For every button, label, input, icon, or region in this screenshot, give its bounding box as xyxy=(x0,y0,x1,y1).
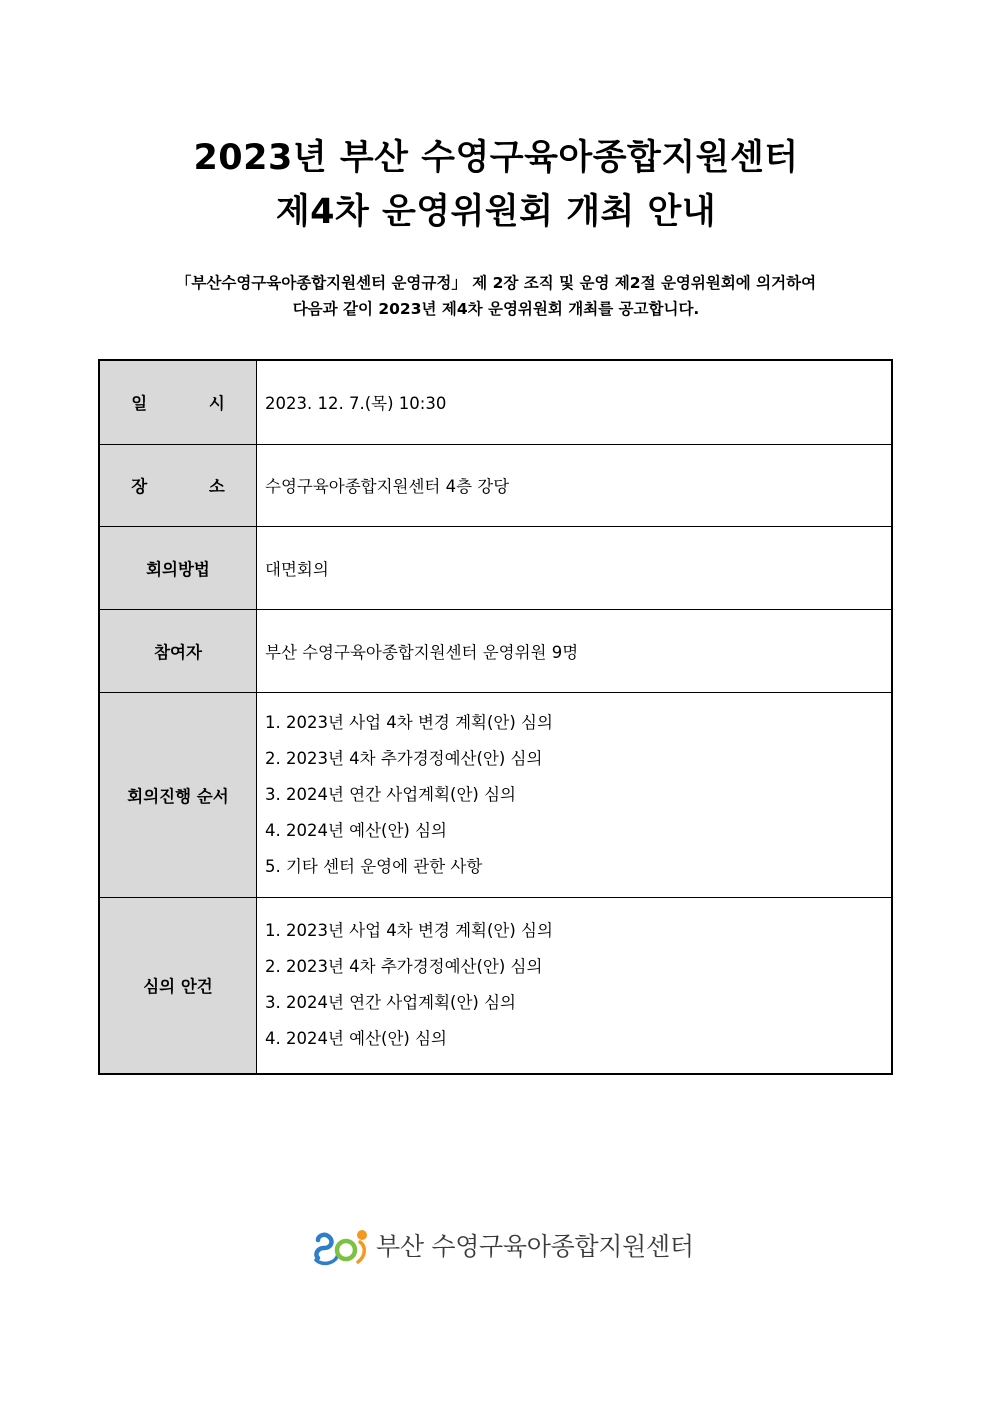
list-item: 3. 2024년 연간 사업계획(안) 심의 xyxy=(265,784,516,804)
table-row-place xyxy=(99,444,892,526)
footer-org-name: 부산 수영구육아종합지원센터 xyxy=(376,1232,694,1261)
place-label-text: 장 소 xyxy=(131,477,253,496)
datetime-label-text: 일 시 xyxy=(131,394,253,414)
table-row-datetime xyxy=(99,360,892,444)
table-row-agenda-order xyxy=(99,692,892,897)
meeting-info-table xyxy=(98,359,893,1075)
footer-logo xyxy=(312,1224,694,1266)
participants-value: 부산 수영구육아종합지원센터 운영위원 9명 xyxy=(257,609,893,692)
list-item: 4. 2024년 예산(안) 심의 xyxy=(265,1029,447,1049)
list-item: 2. 2023년 4차 추가경정예산(안) 심의 xyxy=(265,957,543,977)
method-label: 회의방법 xyxy=(99,526,257,609)
agenda-order-list xyxy=(257,692,893,897)
intro-line-2: 다음과 같이 2023년 제4차 운영위원회 개최를 공고합니다. xyxy=(292,300,700,318)
table-row-review-items xyxy=(99,897,892,1074)
page-title-line-1: 2023년 부산 수영구육아종합지원센터 xyxy=(193,138,799,178)
datetime-label xyxy=(99,360,257,444)
place-value: 수영구육아종합지원센터 4층 강당 xyxy=(257,444,893,526)
list-item: 3. 2024년 연간 사업계획(안) 심의 xyxy=(265,993,516,1013)
list-item: 1. 2023년 사업 4차 변경 계획(안) 심의 xyxy=(265,712,553,732)
method-value: 대면회의 xyxy=(257,526,893,609)
datetime-value: 2023. 12. 7.(목) 10:30 xyxy=(257,360,893,444)
agenda-order-label: 회의진행 순서 xyxy=(99,692,257,897)
list-item: 4. 2024년 예산(안) 심의 xyxy=(265,820,447,840)
participants-label: 참여자 xyxy=(99,609,257,692)
table-row-participants xyxy=(99,609,892,692)
list-item: 5. 기타 센터 운영에 관한 사항 xyxy=(265,856,483,876)
suyeong-center-logo-icon xyxy=(312,1224,372,1266)
intro-line-1: 「부산수영구육아종합지원센터 운영규정」 제 2장 조직 및 운영 제2절 운영위원회에 의거하여 xyxy=(175,274,817,292)
table-row-method xyxy=(99,526,892,609)
review-items-label: 심의 안건 xyxy=(99,897,257,1074)
review-items-list xyxy=(257,897,893,1074)
place-label xyxy=(99,444,257,526)
list-item: 1. 2023년 사업 4차 변경 계획(안) 심의 xyxy=(265,921,553,941)
list-item: 2. 2023년 4차 추가경정예산(안) 심의 xyxy=(265,748,543,768)
page-title-line-2: 제4차 운영위원회 개최 안내 xyxy=(275,192,717,232)
